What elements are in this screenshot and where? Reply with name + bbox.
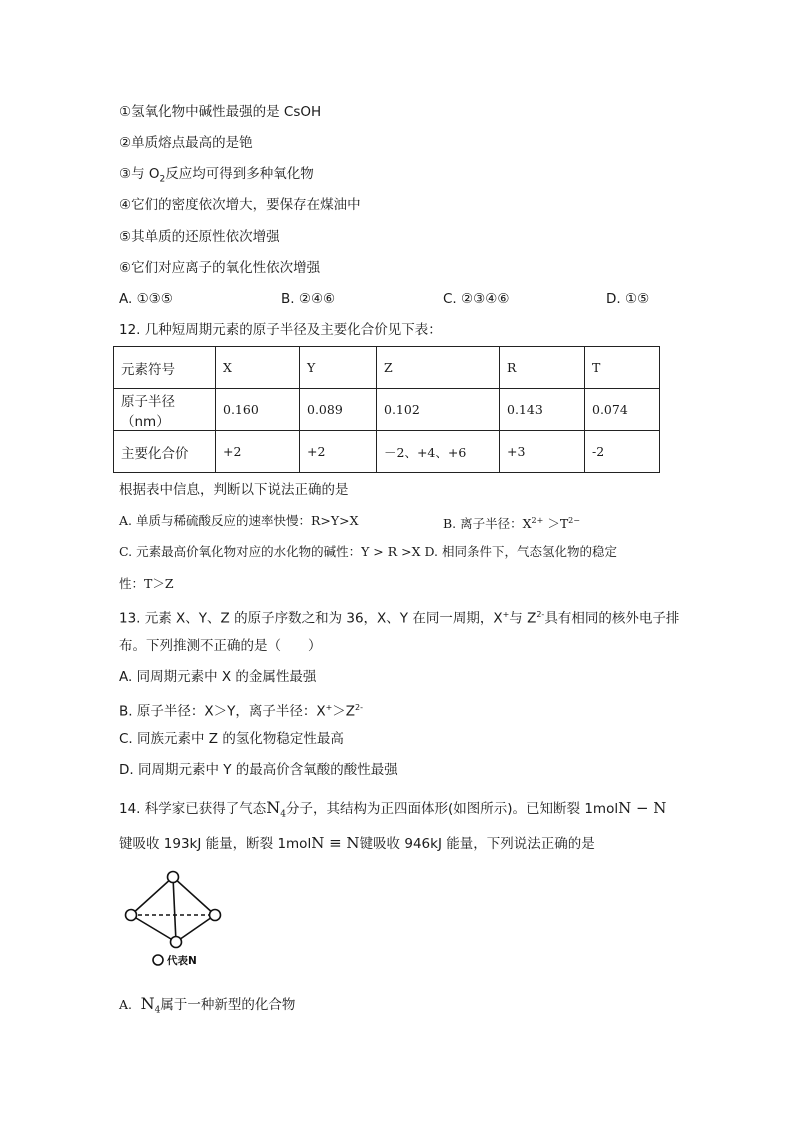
q13-text-b: 与 Z <box>509 610 537 627</box>
q14-option-a-text: 属于一种新型的化合物 <box>160 997 296 1013</box>
superscript: 2+ <box>531 516 544 525</box>
q11-option-c: C. ②③④⑥ <box>443 291 510 307</box>
superscript: 2− <box>568 516 580 525</box>
q13-text-a: 13. 元素 X、Y、Z 的原子序数之和为 36，X、Y 在同一周期，X <box>119 610 503 627</box>
figure-legend-label: 代表N <box>167 955 197 967</box>
nitrogen-atom <box>210 910 221 921</box>
q13-stem-line2: 布。下列推测不正确的是（ ） <box>119 638 322 654</box>
q13-option-b-mid: ＞Z <box>332 703 356 720</box>
nitrogen-atom <box>171 937 182 948</box>
q13-option-a: A. 同周期元素中 X 的金属性最强 <box>119 669 317 685</box>
q14-text-c: 键吸收 193kJ 能量，断裂 1mol <box>119 836 312 852</box>
n-n-single-bond: N − N <box>618 799 667 817</box>
q14-stem-line1 <box>119 798 666 825</box>
superscript: 2- <box>355 703 364 712</box>
table-cell: 元素符号 <box>114 347 216 389</box>
superscript: + <box>502 610 510 619</box>
table-cell: Y <box>300 347 377 389</box>
statement-3-text-a: ③与 O <box>119 166 160 182</box>
table-cell: +2 <box>300 431 377 473</box>
subscript: 4 <box>154 1005 161 1016</box>
table-cell: +3 <box>500 431 585 473</box>
statement-3-subscript: 2 <box>159 174 166 185</box>
table-cell: 原子半径（nm） <box>114 389 216 431</box>
table-cell: Z <box>377 347 500 389</box>
table-cell: R <box>500 347 585 389</box>
n4-symbol: N <box>140 994 155 1013</box>
table-cell: 0.143 <box>500 389 585 431</box>
statement-5: ⑤其单质的还原性依次增强 <box>119 229 280 245</box>
q13-text-c: 具有相同的核外电子排 <box>544 610 680 627</box>
table-cell: +2 <box>216 431 300 473</box>
table-cell: T <box>585 347 660 389</box>
statement-2: ②单质熔点最高的是铯 <box>119 135 253 151</box>
superscript: 2- <box>536 610 545 619</box>
table-cell: X <box>216 347 300 389</box>
table-row <box>114 389 660 431</box>
q13-option-c: C. 同族元素中 Z 的氢化物稳定性最高 <box>119 731 344 747</box>
q13-option-d: D. 同周期元素中 Y 的最高价含氧酸的酸性最强 <box>119 762 398 778</box>
q11-option-d: D. ①⑤ <box>606 291 650 307</box>
n-n-triple-bond: N ≡ N <box>311 834 360 852</box>
statement-3 <box>119 164 314 190</box>
q13-option-b <box>119 698 363 722</box>
table-cell: 0.160 <box>216 389 300 431</box>
q12-option-a: A. 单质与稀硫酸反应的速率快慢：R>Y>X <box>119 513 359 528</box>
q12-option-cd: C. 元素最高价氧化物对应的水化物的碱性：Y > R >X D. 相同条件下，气态氢化物的稳定 <box>119 544 617 559</box>
table-row <box>114 431 660 473</box>
q14-option-a <box>119 994 295 1021</box>
table-cell: 0.089 <box>300 389 377 431</box>
table-cell: 0.102 <box>377 389 500 431</box>
table-cell: 主要化合价 <box>114 431 216 473</box>
tetrahedron-figure <box>118 866 233 982</box>
q11-option-b: B. ②④⑥ <box>281 291 336 307</box>
n4-symbol: N <box>266 798 281 817</box>
statement-6: ⑥它们对应离子的氧化性依次增强 <box>119 260 321 276</box>
q12-option-d-continued: 性：T＞Z <box>119 576 174 591</box>
statement-1: ①氢氧化物中碱性最强的是 CsOH <box>119 104 322 120</box>
q12-stem: 12. 几种短周期元素的原子半径及主要化合价见下表： <box>119 322 442 338</box>
tetrahedron-diagram <box>118 866 233 978</box>
q12-option-b <box>443 511 580 534</box>
nitrogen-atom <box>168 872 179 883</box>
element-table <box>113 346 660 473</box>
q14-option-a-label: A. <box>119 997 133 1012</box>
q14-stem-line2 <box>119 833 595 854</box>
table-header-row <box>114 347 660 389</box>
nitrogen-atom <box>126 910 137 921</box>
statement-3-text-b: 反应均可得到多种氧化物 <box>165 166 314 182</box>
q14-text-d: 键吸收 946kJ 能量，下列说法正确的是 <box>359 836 595 852</box>
table-cell: －2、+4、+6 <box>377 431 500 473</box>
superscript: + <box>325 703 333 712</box>
q13-stem-line1 <box>119 605 679 629</box>
q11-option-a: A. ①③⑤ <box>119 291 173 307</box>
legend-circle-icon <box>153 955 163 965</box>
q12-option-b-text: B. 离子半径：X <box>443 516 532 532</box>
q12-option-b-mid: ＞T <box>543 516 569 532</box>
table-cell: 0.074 <box>585 389 660 431</box>
subscript: 4 <box>280 809 286 820</box>
q14-text-a: 14. 科学家已获得了气态 <box>119 801 267 817</box>
statement-4: ④它们的密度依次增大，要保存在煤油中 <box>119 197 361 213</box>
q13-option-b-text: B. 原子半径：X＞Y，离子半径：X <box>119 703 326 720</box>
q12-after-table: 根据表中信息，判断以下说法正确的是 <box>119 482 349 498</box>
q14-text-b: 分子，其结构为正四面体形(如图所示)。已知断裂 1mol <box>286 801 619 817</box>
table-cell: -2 <box>585 431 660 473</box>
